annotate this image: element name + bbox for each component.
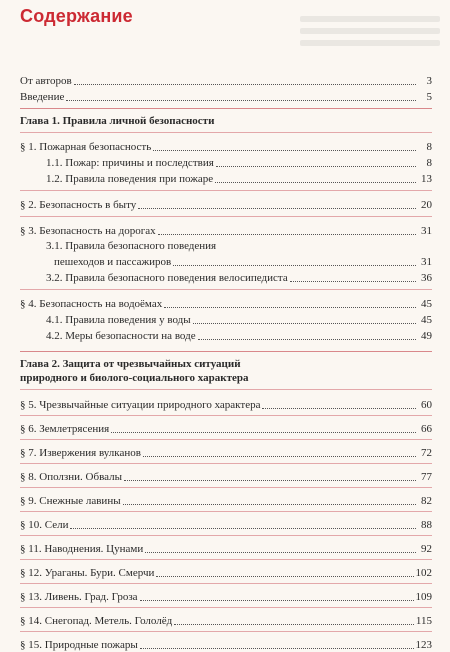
table-of-contents xyxy=(20,72,432,652)
entry-label: § 12. Ураганы. Бури. Смерчи xyxy=(20,567,155,579)
section-divider xyxy=(20,132,432,133)
section-divider xyxy=(20,190,432,191)
toc-entry-ch2[interactable] xyxy=(20,563,432,580)
toc-entry-s3-1[interactable] xyxy=(20,253,432,269)
leader-dots xyxy=(164,306,416,308)
chapter-2-title-line1: Глава 2. Защита от чрезвычайных ситуаций xyxy=(20,358,241,370)
leader-dots xyxy=(198,338,416,340)
entry-label: § 7. Извержения вулканов xyxy=(20,447,141,459)
chapter-1-title: Глава 1. Правила личной безопасности xyxy=(20,115,215,127)
entry-page: 77 xyxy=(421,471,432,483)
entry-label: 1.2. Правила поведения при пожаре xyxy=(46,173,214,185)
entry-label: § 11. Наводнения. Цунами xyxy=(20,543,144,555)
entry-label: § 10. Сели xyxy=(20,519,69,531)
toc-entry-ch2[interactable] xyxy=(20,587,432,604)
section-divider xyxy=(20,463,432,464)
entry-page: 31 xyxy=(421,225,432,237)
leader-dots xyxy=(215,181,416,183)
leader-dots xyxy=(123,503,416,505)
toc-entry-s3-1-line1[interactable]: 3.1. Правила безопасного поведения xyxy=(46,240,217,252)
leader-dots xyxy=(140,647,414,649)
leader-dots xyxy=(153,149,416,151)
toc-entry-s1-1[interactable] xyxy=(20,154,432,170)
toc-entry-s2[interactable] xyxy=(20,196,432,212)
leader-dots xyxy=(262,407,416,409)
entry-label: § 2. Безопасность в быту xyxy=(20,199,137,211)
entry-page: 5 xyxy=(426,91,432,103)
entry-page: 123 xyxy=(415,639,432,651)
chapter-2-list xyxy=(20,395,432,652)
leader-dots xyxy=(124,479,416,481)
section-divider xyxy=(20,511,432,512)
entry-page: 102 xyxy=(415,567,432,579)
entry-page: 3 xyxy=(426,75,432,87)
entry-label: § 6. Землетрясения xyxy=(20,423,110,435)
entry-label: 1.1. Пожар: причины и последствия xyxy=(46,157,214,169)
section-divider xyxy=(20,108,432,109)
toc-entry-ch2[interactable] xyxy=(20,467,432,484)
leader-dots xyxy=(193,322,416,324)
leader-dots xyxy=(140,599,414,601)
leader-dots xyxy=(70,527,416,529)
toc-entry-s4-2[interactable] xyxy=(20,327,432,343)
entry-label: 3.2. Правила безопасного поведения велосипедиста xyxy=(46,272,288,284)
toc-entry-ch2[interactable] xyxy=(20,443,432,460)
leader-dots xyxy=(156,575,413,577)
section-divider xyxy=(20,351,432,352)
entry-page: 109 xyxy=(415,591,432,603)
entry-label: § 4. Безопасность на водоёмах xyxy=(20,298,163,310)
section-divider xyxy=(20,439,432,440)
entry-page: 13 xyxy=(421,173,432,185)
entry-label: § 5. Чрезвычайные ситуации природного характера xyxy=(20,399,261,411)
section-divider xyxy=(20,216,432,217)
section-divider xyxy=(20,583,432,584)
leader-dots xyxy=(66,99,416,101)
toc-entry-ch2[interactable] xyxy=(20,539,432,556)
leader-dots xyxy=(174,623,414,625)
leader-dots xyxy=(158,233,416,235)
entry-page: 88 xyxy=(421,519,432,531)
entry-label: 4.2. Меры безопасности на воде xyxy=(46,330,196,342)
entry-label: Введение xyxy=(20,91,65,103)
entry-page: 45 xyxy=(421,314,432,326)
toc-entry-s1-2[interactable] xyxy=(20,170,432,186)
section-divider xyxy=(20,289,432,290)
leader-dots xyxy=(111,431,416,433)
toc-entry-s4[interactable] xyxy=(20,295,432,311)
entry-label: § 8. Оползни. Обвалы xyxy=(20,471,122,483)
entry-label: § 1. Пожарная безопасность xyxy=(20,141,152,153)
section-divider xyxy=(20,559,432,560)
entry-page: 8 xyxy=(426,157,432,169)
leader-dots xyxy=(173,264,416,266)
show-through-decoration xyxy=(300,10,440,50)
entry-page: 92 xyxy=(421,543,432,555)
toc-entry-ch2[interactable] xyxy=(20,611,432,628)
section-divider xyxy=(20,487,432,488)
section-divider xyxy=(20,631,432,632)
toc-entry-s1[interactable] xyxy=(20,138,432,154)
entry-page: 82 xyxy=(421,495,432,507)
leader-dots xyxy=(216,165,416,167)
chapter-2-title-line2: природного и биолого-социального характера xyxy=(20,372,249,384)
entry-label: 4.1. Правила поведения у воды xyxy=(46,314,191,326)
toc-entry-s4-1[interactable] xyxy=(20,311,432,327)
entry-page: 66 xyxy=(421,423,432,435)
toc-entry-ch2[interactable] xyxy=(20,515,432,532)
entry-label: § 9. Снежные лавины xyxy=(20,495,121,507)
entry-label: пешеходов и пассажиров xyxy=(54,256,172,268)
entry-label: § 13. Ливень. Град. Гроза xyxy=(20,591,138,603)
entry-page: 49 xyxy=(421,330,432,342)
entry-page: 72 xyxy=(421,447,432,459)
leader-dots xyxy=(290,280,416,282)
toc-entry-ch2[interactable] xyxy=(20,635,432,652)
section-divider xyxy=(20,607,432,608)
entry-page: 45 xyxy=(421,298,432,310)
entry-page: 31 xyxy=(421,256,432,268)
entry-label: § 3. Безопасность на дорогах xyxy=(20,225,156,237)
leader-dots xyxy=(138,207,416,209)
toc-entry-intro[interactable] xyxy=(20,88,432,104)
section-divider xyxy=(20,535,432,536)
entry-label: § 14. Снегопад. Метель. Гололёд xyxy=(20,615,173,627)
entry-label: § 15. Природные пожары xyxy=(20,639,138,651)
entry-page: 60 xyxy=(421,399,432,411)
toc-entry-ch2[interactable] xyxy=(20,491,432,508)
toc-entry-s3[interactable] xyxy=(20,222,432,238)
entry-page: 36 xyxy=(421,272,432,284)
toc-entry-s3-2[interactable] xyxy=(20,269,432,285)
entry-page: 8 xyxy=(426,141,432,153)
toc-entry-authors[interactable] xyxy=(20,72,432,88)
entry-page: 115 xyxy=(415,615,432,627)
toc-entry-ch2[interactable] xyxy=(20,395,432,412)
entry-page: 20 xyxy=(421,199,432,211)
toc-entry-ch2[interactable] xyxy=(20,419,432,436)
page-title: Содержание xyxy=(20,6,133,26)
section-divider xyxy=(20,389,432,390)
leader-dots xyxy=(145,551,416,553)
leader-dots xyxy=(74,83,416,85)
leader-dots xyxy=(143,455,416,457)
section-divider xyxy=(20,415,432,416)
entry-label: От авторов xyxy=(20,75,72,87)
